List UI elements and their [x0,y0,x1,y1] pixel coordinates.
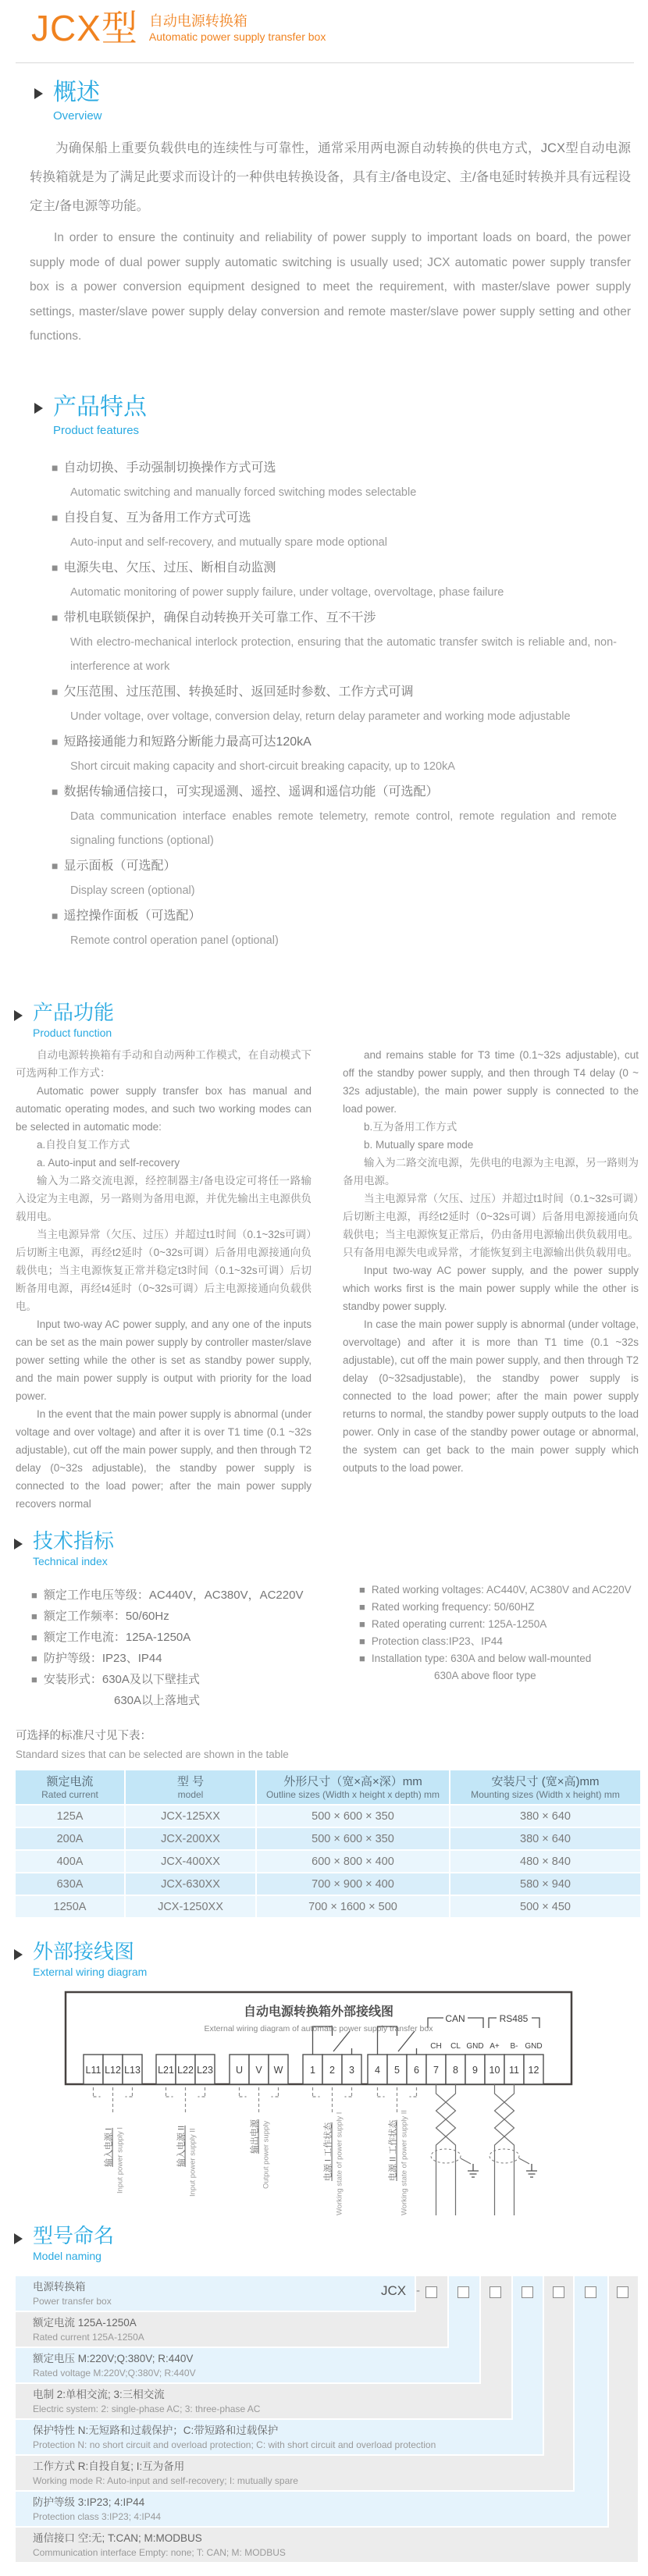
table-note-zh: 可选择的标准尺寸见下表： [16,1730,151,1742]
function-left-column [16,1046,312,1513]
naming-row-en: Rated voltage M:220V;Q:380V; R:440V [33,2368,196,2379]
tech-item-text: 630A以上落地式 [114,1694,201,1707]
cell: 200A [16,1827,125,1850]
bullet-square-icon: ■ [359,1653,365,1664]
cell: 380 × 640 [450,1805,640,1827]
group-label-zh: 电源 I 工作状态 [323,2122,333,2181]
function-paragraph: 当主电源异常（欠压、过压）并超过t1时间（0.1~32s可调）后切断主电源，再经t2延时（0~32s可调）后备用电源接通向负载供电；当主电源恢复正常并稳定t3时间（0.1~32s可调）后切断备用电源，再经t4延时（0~32s可调）后主电源接通向负载供电。 [16,1229,312,1312]
pin-label: GND [466,2042,484,2051]
section-title-zh: 产品功能 [33,1001,115,1024]
terminal-cell [465,2055,485,2084]
function-paragraph: In case the main power supply is abnormal (under voltage, overvoltage) and after it is more than T1 time (0.1 ~32s adjustable), cut off the main power supply, and then through T2 delay (0~32sadjustable), the standby power supply is connected to the load power; after the main power supply returns to normal, the standby power supply outputs to the load power. Only in case of the standby power outage or abnormal, the system can get back to the main power supply which outputs to the load power. [343,1318,639,1474]
terminal-cell [84,2055,103,2084]
bullet-square-icon: ■ [52,685,59,698]
ground-icon [526,2164,537,2177]
terminal-cell [426,2055,446,2084]
naming-row [16,2276,375,2311]
function-paragraph: a. Auto-input and self-recovery [37,1157,180,1169]
ground-icon [468,2164,479,2177]
model-code-box [585,2286,596,2298]
bullet-square-icon: ■ [52,561,59,574]
bullet-square-icon: ■ [31,1653,37,1664]
terminal-cell [269,2055,288,2084]
table-row [16,1873,640,1895]
cell: JCX-400XX [125,1850,256,1873]
pin-label: GND [525,2042,543,2051]
cell: JCX-1250XX [125,1895,256,1918]
section-heading-naming [14,2225,114,2262]
overview-paragraph-en: In order to ensure the continuity and reliability of power supply to important loads on board, the power supply mode of dual power supply automatic switching is usually used; JCX automatic power supply transfer box is a power conversion equipment designed to meet the requirement, with master/slave power supply settings, master/slave power supply delay conversion and remote master/slave power supply setting and other functions. [30,231,631,343]
group-label-en: Input power supply II [188,2128,198,2197]
wiring-title-en: External wiring diagram of automatic power supply transfer box [204,2024,433,2033]
group-label-en: Working state of power supply I [335,2112,344,2215]
section-title-en: Model naming [33,2249,101,2262]
svg-text:10: 10 [489,2065,500,2076]
svg-text:L21: L21 [158,2065,174,2076]
tech-item [359,1582,640,1599]
svg-text:2: 2 [329,2065,335,2076]
rs485-label: RS485 [499,2013,529,2024]
section-heading-overview [34,80,102,123]
bullet-square-icon: ■ [52,859,59,872]
feature-text-en: Automatic switching and manually forced switching modes selectable [70,486,417,499]
svg-text:W: W [273,2065,283,2076]
twisted-pair-rs485 [490,2084,537,2215]
section-heading-function [14,1002,114,1039]
comm-pin-labels [430,2042,542,2051]
feature-text-en: Under voltage, over voltage, conversion delay, return delay parameter and working mode adjustable [70,710,571,723]
feature-item [52,779,617,853]
svg-text:5: 5 [394,2065,400,2076]
function-paragraph: and remains stable for T3 time (0.1~32s adjustable), cut off the standby power supply, and then through T4 delay (0 ~ 32s adjustable), the main power supply is connected to the load power. [343,1049,639,1115]
naming-row-zh: 保护特性 N:无短路和过载保护；C:带短路和过载保护 [33,2425,279,2436]
group-label-en: Working state of power supply II [400,2110,409,2215]
group-label-en: Output power supply [262,2120,271,2189]
naming-row-zh: 工作方式 R:自投自复; I:互为备用 [33,2460,185,2472]
overview-body [30,134,631,349]
feature-text-en: Remote control operation panel (optional) [70,934,279,947]
terminal-cell [156,2055,176,2084]
naming-row-en: Power transfer box [33,2296,112,2307]
bullet-square-icon: ■ [359,1601,365,1613]
svg-text:11: 11 [509,2065,519,2076]
feature-item [52,679,617,729]
function-paragraph: 当主电源异常（欠压、过压）并超过t1时间（0.1~32s可调）后切断主电源，再经t2延时（0~32s可调）后备用电源接通向负载供电；当主电源恢复正常后，仍由备用电源输出供负载用电。只有备用电源失电或异常，才能恢复到主电源输出供负载用电。 [343,1193,639,1258]
bullet-square-icon: ■ [31,1631,37,1643]
triangle-marker-icon [14,1539,23,1550]
cell: 600 × 800 × 400 [256,1850,450,1873]
naming-row-en: Electric system: 2: single-phase AC; 3: three-phase AC [33,2403,261,2414]
header-divider [16,62,634,63]
section-title-zh: 外部接线图 [33,1940,135,1963]
section-title-en: Product features [53,423,140,437]
pin-label: CH [430,2042,442,2051]
col-header-outline-sizes: 外形尺寸（宽×高×深）mm Outline sizes (Width x height x depth) mm [256,1770,450,1805]
section-title-en: Product function [33,1026,112,1039]
product-title-zh: 自动电源转换箱 [148,13,247,29]
feature-text-zh: 自动切换、手动强制切换操作方式可选 [63,461,276,475]
tech-item-text: Rated operating current: 125A-1250A [371,1618,547,1630]
function-paragraph: 输入为二路交流电源，经控制器主/备电设定可将任一路输入设定为主电源，另一路则为备用电源，并优先输出主电源供负载用电。 [16,1175,312,1222]
bullet-square-icon: ■ [52,611,59,624]
triangle-marker-icon [14,1949,23,1960]
terminal-cell [123,2055,142,2084]
function-paragraph: In the event that the main power supply is abnormal (under voltage and over voltage) and after it is over T1 time (0.1 ~32s adjustable), cut off the main power supply, and then through T2 delay (0~32s adjustable), the standby power supply is connected to the load power; after the main power supply recovers normal [16,1408,312,1510]
tech-item [359,1650,640,1667]
table-note [16,1727,289,1764]
svg-text:V: V [255,2065,262,2076]
svg-text:U: U [235,2065,244,2076]
model-code-box [617,2286,628,2298]
table-row [16,1805,640,1827]
pin-label: CL [450,2042,461,2051]
svg-text:12: 12 [528,2065,539,2076]
rs485-bus-bracket [489,2013,539,2028]
product-title-en: Automatic power supply transfer box [148,30,326,43]
function-columns [16,1046,639,1513]
feature-text-zh: 显示面板（可选配） [63,859,176,873]
svg-text:L22: L22 [177,2065,194,2076]
naming-row-en: Rated current 125A-1250A [33,2332,144,2343]
sizes-table [16,1770,640,1919]
naming-row-zh: 通信接口 空:无; T:CAN; M:MODBUS [33,2532,202,2544]
naming-row-zh: 防护等级 3:IP23; 4:IP44 [33,2496,145,2508]
tech-item-text: 防护等级：IP23、IP44 [43,1652,162,1665]
bullet-square-icon: ■ [52,461,59,474]
feature-text-en: Display screen (optional) [70,884,195,897]
svg-text:3: 3 [349,2065,354,2076]
can-label: CAN [445,2013,465,2024]
function-paragraph: Input two-way AC power supply, and the power supply which works first is the main power supply while the other is standby power supply. [343,1265,639,1312]
col-header-mounting-sizes: 安装尺寸 (宽×高)mm Mounting sizes (Width x height) mm [450,1770,640,1805]
naming-row-en: Working mode R: Auto-input and self-recovery; I: mutually spare [33,2475,298,2486]
naming-row-zh: 额定电压 M:220V;Q:380V; R:440V [33,2353,194,2364]
cell: 125A [16,1805,125,1827]
cell: 500 × 600 × 350 [256,1827,450,1850]
naming-row [16,2384,484,2418]
function-paragraph: 自动电源转换箱有手动和自动两种工作模式，在自动模式下可选两种工作方式： [16,1049,312,1079]
cell: 500 × 450 [450,1895,640,1918]
model-code-box [490,2286,501,2298]
naming-row [16,2348,453,2382]
group-label-zh: 电源 II 工作状态 [388,2119,398,2181]
cell: 580 × 940 [450,1873,640,1895]
section-title-zh: 产品特点 [53,394,147,420]
naming-row [16,2456,547,2490]
bullet-square-icon: ■ [52,511,59,524]
features-list [52,455,617,953]
bullet-square-icon: ■ [52,785,59,798]
naming-row-en: Communication interface Empty: none; T: CAN; M: MODBUS [33,2547,286,2558]
tech-item-text: 额定工作频率：50/60Hz [43,1610,169,1623]
model-code-box [522,2286,533,2298]
model-code-box [425,2286,437,2298]
function-paragraph: b.互为备用工作方式 [364,1121,458,1133]
cell: 630A [16,1873,125,1895]
tech-item-text: Rated working voltages: AC440V, AC380V and AC220V [371,1584,632,1596]
feature-item [52,729,617,779]
svg-text:8: 8 [453,2065,458,2076]
triangle-marker-icon [14,1010,23,1021]
tech-item [31,1648,344,1669]
function-paragraph: Automatic power supply transfer box has manual and automatic operating modes, and such two working modes can be selected in automatic mode: [16,1085,312,1133]
wiring-title-zh: 自动电源转换箱外部接线图 [243,2005,394,2019]
tech-item [31,1690,344,1711]
cell: JCX-125XX [125,1805,256,1827]
cell: 700 × 1600 × 500 [256,1895,450,1918]
model-code-box [458,2286,469,2298]
tech-item-text: 额定工作电压等级：AC440V，AC380V，AC220V [43,1589,304,1602]
feature-item [52,605,617,679]
terminal-cell [446,2055,465,2084]
model-naming-diagram [0,2276,648,2567]
feature-text-zh: 遥控操作面板（可选配） [63,909,201,923]
tech-item-text: Installation type: 630A and below wall-mounted [371,1653,592,1664]
table-row [16,1850,640,1873]
terminal-cell [303,2055,322,2084]
terminal-cell [176,2055,195,2084]
tech-item-text: 安装形式：630A及以下壁挂式 [43,1673,200,1686]
terminal-cell [230,2055,249,2084]
cell: 480 × 840 [450,1850,640,1873]
terminal-cell [387,2055,407,2084]
feature-item [52,505,617,555]
terminal-cell [504,2055,524,2084]
model-code-box [553,2286,564,2298]
triangle-marker-icon [34,88,43,99]
cell: JCX-200XX [125,1827,256,1850]
svg-text:1: 1 [310,2065,315,2076]
feature-text-en: Automatic monitoring of power supply failure, under voltage, overvoltage, phase failure [70,586,504,599]
section-title-zh: 技术指标 [33,1529,115,1553]
group-label-zh: 输入电源 I [104,2127,114,2167]
terminal-cell [485,2055,504,2084]
tech-item [359,1633,640,1650]
naming-row-zh: 额定电流 125A-1250A [33,2317,137,2329]
function-paragraph: a.自投自复工作方式 [37,1139,130,1151]
tech-item [31,1606,344,1627]
feature-text-zh: 数据传输通信接口，可实现遥测、遥控、遥调和遥信功能（可选配） [63,785,439,799]
terminal-cell [368,2055,387,2084]
svg-text:L13: L13 [124,2065,141,2076]
bullet-square-icon: ■ [31,1589,37,1601]
feature-text-zh: 带机电联锁保护，确保自动转换开关可靠工作、互不干涉 [63,611,376,624]
tech-item [359,1667,640,1685]
section-heading-tech [14,1530,114,1567]
cell: 500 × 600 × 350 [256,1805,450,1827]
feature-text-en: With electro-mechanical interlock protection, ensuring that the automatic transfer switch is reliable and, non-interference at work [70,636,617,673]
section-title-en: External wiring diagram [33,1965,148,1978]
svg-text:7: 7 [433,2065,439,2076]
wire-group-labels [103,2110,409,2215]
bullet-square-icon: ■ [359,1584,365,1596]
tech-item-text: Protection class:IP23、IP44 [371,1635,503,1647]
feature-item [52,853,617,903]
triangle-marker-icon [14,2233,23,2244]
tech-index-zh-list [31,1585,344,1711]
pin-label: B- [510,2042,518,2051]
naming-row-en: Protection N: no short circuit and overload protection; C: with short circuit and overload protection [33,2439,436,2450]
naming-row [16,2312,422,2347]
table-header-row [16,1770,640,1805]
bullet-square-icon: ■ [52,909,59,922]
feature-text-zh: 自投自复、互为备用工作方式可选 [63,511,251,525]
cell: 380 × 640 [450,1827,640,1850]
svg-text:L23: L23 [197,2065,213,2076]
terminal-cell [103,2055,123,2084]
feature-text-zh: 短路接通能力和短路分断能力最高可达120kA [63,735,312,749]
feature-text-en: Short circuit making capacity and short-circuit breaking capacity, up to 120kA [70,760,455,773]
feature-text-en: Data communication interface enables remote telemetry, remote control, remote regulation and remote signaling functions (optional) [70,810,617,847]
function-paragraph: Input two-way AC power supply, and any one of the inputs can be set as the main power supply by controller master/slave power setting while the other is set as standby power supply, and the main power supply is output with priority for the load power. [16,1318,312,1402]
terminal-strip [84,2055,543,2084]
table-row [16,1895,640,1918]
tech-item [31,1585,344,1606]
col-header-rated-current: 额定电流 Rated current [16,1770,125,1805]
terminal-cell [249,2055,269,2084]
naming-row-zh: 电源转换箱 [33,2281,86,2293]
tech-item [359,1616,640,1633]
function-right-column [343,1046,639,1513]
feature-text-zh: 电源失电、欠压、过压、断相自动监测 [63,561,276,575]
feature-text-zh: 欠压范围、过压范围、转换延时、返回延时参数、工作方式可调 [63,685,414,699]
terminal-cell [524,2055,543,2084]
can-bus-bracket [428,2013,483,2028]
tech-item [31,1627,344,1648]
table-note-en: Standard sizes that can be selected are shown in the table [16,1749,289,1760]
svg-text:L12: L12 [105,2065,121,2076]
naming-row [16,2420,523,2454]
svg-text:9: 9 [472,2065,478,2076]
tech-item [359,1599,640,1616]
bullet-square-icon: ■ [31,1610,37,1622]
model-prefix: JCX [381,2283,407,2298]
feature-item [52,903,617,953]
triangle-marker-icon [34,403,43,414]
tech-item-text: 额定工作电流：125A-1250A [43,1631,191,1644]
cell: 1250A [16,1895,125,1918]
naming-row [16,2528,617,2562]
product-title-block [149,8,326,44]
tech-index-en-list [359,1582,640,1685]
feature-text-en: Auto-input and self-recovery, and mutually spare mode optional [70,536,387,549]
table-row [16,1827,640,1850]
twisted-pair-can [431,2084,479,2215]
svg-text:L11: L11 [85,2065,101,2076]
bullet-square-icon: ■ [52,735,59,748]
section-title-zh: 概述 [53,80,100,105]
group-label-zh: 输出电源 [250,2119,260,2154]
svg-text:6: 6 [414,2065,419,2076]
terminal-cell [342,2055,361,2084]
tech-item-text: 630A above floor type [434,1670,536,1681]
page-header [31,8,326,48]
naming-row-en: Protection class 3:IP23; 4:IP44 [33,2511,162,2522]
tech-item [31,1669,344,1690]
section-title-en: Overview [53,109,102,123]
cell: 400A [16,1850,125,1873]
col-header-model: 型 号 model [125,1770,256,1805]
wire-group-brackets [94,2087,417,2112]
naming-row-zh: 电制 2:单相交流; 3:三相交流 [33,2389,165,2400]
cell: 700 × 900 × 400 [256,1873,450,1895]
overview-paragraph-zh: 为确保船上重要负载供电的连续性与可靠性，通常采用两电源自动转换的供电方式，JCX型自动电源转换箱就是为了满足此要求而设计的一种供电转换设备，具有主/备电设定、主/备电延时转换并具有远程设定主/备电源等功能。 [30,141,631,213]
wiring-diagram [64,1991,579,2218]
naming-row [16,2492,578,2526]
group-label-en: Input power supply I [116,2126,125,2194]
section-heading-wiring [14,1941,147,1978]
function-paragraph: b. Mutually spare mode [364,1139,474,1151]
feature-item [52,555,617,605]
section-heading-features [34,394,147,437]
svg-text:4: 4 [375,2065,380,2076]
bullet-square-icon: ■ [359,1618,365,1630]
model-separator: - [416,2284,420,2297]
terminal-cell [195,2055,215,2084]
function-paragraph: 输入为二路交流电源，先供电的电源为主电源，另一路则为备用电源。 [343,1157,639,1187]
terminal-cell [407,2055,426,2084]
bullet-square-icon: ■ [359,1635,365,1647]
sizes-table-wrap [16,1770,640,1919]
product-model-title: JCX型 [31,8,138,48]
section-title-en: Technical index [33,1554,108,1567]
bullet-square-icon: ■ [31,1674,37,1685]
group-label-zh: 输入电源 II [176,2125,187,2167]
feature-item [52,455,617,505]
section-title-zh: 型号命名 [33,2224,115,2247]
tech-item-text: Rated working frequency: 50/60HZ [371,1601,535,1613]
pin-label: A+ [490,2042,500,2051]
cell: JCX-630XX [125,1873,256,1895]
terminal-cell [322,2055,342,2084]
